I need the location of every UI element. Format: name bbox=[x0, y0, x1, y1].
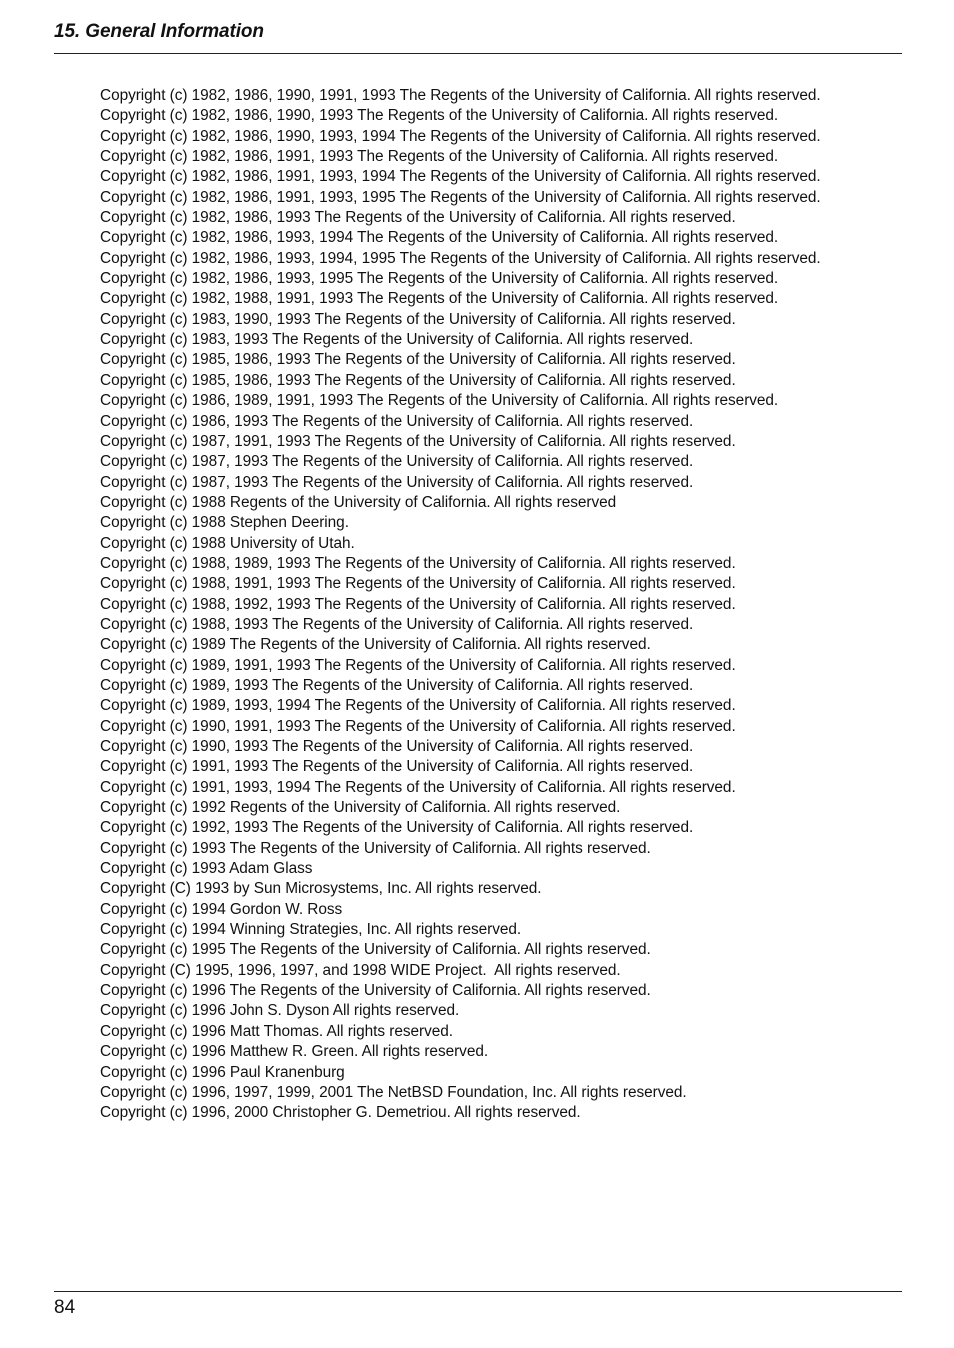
copyright-line: Copyright (c) 1990, 1993 The Regents of the University of California. All rights reserved. bbox=[100, 738, 694, 755]
page-header bbox=[54, 20, 902, 54]
copyright-line: Copyright (c) 1982, 1986, 1993 The Regents of the University of California. All rights reserved. bbox=[100, 209, 736, 227]
copyright-line: Copyright (c) 1996, 2000 Christopher G. Demetriou. All rights reserved. bbox=[100, 1104, 581, 1122]
copyright-line: Copyright (c) 1988 Stephen Deering. bbox=[100, 514, 349, 532]
copyright-line: Copyright (c) 1985, 1986, 1993 The Regents of the University of California. All rights reserved. bbox=[100, 371, 736, 389]
copyright-line: Copyright (c) 1982, 1986, 1991, 1993 The Regents of the University of California. All rights reserved. bbox=[100, 148, 779, 166]
copyright-line: Copyright (c) 1996, 1997, 1999, 2001 The NetBSD Foundation, Inc. All rights reserved. bbox=[100, 1083, 687, 1101]
copyright-line: Copyright (c) 1982, 1986, 1993, 1994 The Regents of the University of California. All rights reserved. bbox=[100, 229, 779, 247]
copyright-line: Copyright (c) 1989, 1993, 1994 The Regents of the University of California. All rights reserved. bbox=[100, 697, 736, 715]
page-footer bbox=[54, 1291, 902, 1318]
copyright-line: Copyright (c) 1992, 1993 The Regents of the University of California. All rights reserved. bbox=[100, 819, 694, 837]
copyright-line: Copyright (c) 1988 Regents of the University of California. All rights reserved bbox=[100, 493, 617, 511]
copyright-line: Copyright (c) 1988, 1989, 1993 The Regents of the University of California. All rights reserved. bbox=[100, 554, 736, 572]
copyright-line: Copyright (c) 1988, 1991, 1993 The Regents of the University of California. All rights reserved. bbox=[100, 575, 736, 593]
copyright-line: Copyright (c) 1987, 1993 The Regents of the University of California. All rights reserved. bbox=[100, 453, 694, 471]
copyright-line: Copyright (c) 1983, 1993 The Regents of the University of California. All rights reserved. bbox=[100, 331, 694, 349]
copyright-line: Copyright (c) 1982, 1986, 1993, 1995 The Regents of the University of California. All rights reserved. bbox=[100, 270, 779, 288]
copyright-line: Copyright (c) 1988, 1992, 1993 The Regents of the University of California. All rights reserved. bbox=[100, 595, 736, 613]
copyright-line: Copyright (c) 1992 Regents of the University of California. All rights reserved. bbox=[100, 799, 621, 817]
page-number: 84 bbox=[54, 1297, 76, 1318]
copyright-line: Copyright (c) 1982, 1986, 1990, 1993, 1994 The Regents of the University of California. All rights reserved. bbox=[100, 127, 821, 145]
copyright-line: Copyright (c) 1989, 1993 The Regents of the University of California. All rights reserved. bbox=[100, 676, 694, 694]
copyright-line: Copyright (c) 1996 John S. Dyson All rights reserved. bbox=[100, 1002, 460, 1020]
copyright-line: Copyright (c) 1986, 1989, 1991, 1993 The Regents of the University of California. All rights reserved. bbox=[100, 392, 779, 410]
copyright-line: Copyright (c) 1982, 1986, 1991, 1993, 1995 The Regents of the University of California. All rights reserved. bbox=[100, 188, 821, 206]
copyright-line: Copyright (c) 1996 Matthew R. Green. All rights reserved. bbox=[100, 1043, 489, 1061]
copyright-line: Copyright (c) 1993 Adam Glass bbox=[100, 860, 313, 878]
copyright-line: Copyright (c) 1989, 1991, 1993 The Regents of the University of California. All rights reserved. bbox=[100, 656, 736, 674]
copyright-line: Copyright (c) 1983, 1990, 1993 The Regents of the University of California. All rights reserved. bbox=[100, 310, 736, 328]
copyright-list bbox=[100, 86, 860, 1124]
copyright-line: Copyright (c) 1982, 1988, 1991, 1993 The Regents of the University of California. All rights reserved. bbox=[100, 290, 779, 308]
copyright-line: Copyright (c) 1982, 1986, 1991, 1993, 1994 The Regents of the University of California. All rights reserved. bbox=[100, 168, 821, 186]
copyright-line: Copyright (c) 1988 University of Utah. bbox=[100, 534, 355, 552]
copyright-line: Copyright (c) 1994 Winning Strategies, Inc. All rights reserved. bbox=[100, 921, 522, 939]
copyright-line: Copyright (C) 1995, 1996, 1997, and 1998 WIDE Project. All rights reserved. bbox=[100, 961, 621, 979]
copyright-line: Copyright (c) 1987, 1991, 1993 The Regents of the University of California. All rights reserved. bbox=[100, 432, 736, 450]
copyright-line: Copyright (c) 1982, 1986, 1990, 1993 The Regents of the University of California. All rights reserved. bbox=[100, 107, 779, 125]
copyright-line: Copyright (c) 1990, 1991, 1993 The Regents of the University of California. All rights reserved. bbox=[100, 717, 736, 735]
copyright-line: Copyright (c) 1982, 1986, 1990, 1991, 1993 The Regents of the University of California. All rights reserved. bbox=[100, 87, 821, 104]
copyright-line: Copyright (c) 1982, 1986, 1993, 1994, 1995 The Regents of the University of California. All rights reserved. bbox=[100, 249, 821, 267]
section-title: 15. General Information bbox=[54, 21, 264, 42]
copyright-line: Copyright (c) 1991, 1993 The Regents of the University of California. All rights reserved. bbox=[100, 758, 694, 776]
copyright-line: Copyright (c) 1991, 1993, 1994 The Regents of the University of California. All rights reserved. bbox=[100, 778, 736, 796]
copyright-line: Copyright (c) 1988, 1993 The Regents of the University of California. All rights reserved. bbox=[100, 615, 694, 633]
copyright-line: Copyright (c) 1994 Gordon W. Ross bbox=[100, 900, 343, 918]
copyright-line: Copyright (c) 1989 The Regents of the University of California. All rights reserved. bbox=[100, 636, 651, 654]
copyright-line: Copyright (C) 1993 by Sun Microsystems, Inc. All rights reserved. bbox=[100, 880, 542, 898]
copyright-line: Copyright (c) 1996 Paul Kranenburg bbox=[100, 1063, 345, 1081]
copyright-line: Copyright (c) 1993 The Regents of the University of California. All rights reserved. bbox=[100, 839, 651, 857]
copyright-line: Copyright (c) 1986, 1993 The Regents of the University of California. All rights reserved. bbox=[100, 412, 694, 430]
copyright-line: Copyright (c) 1996 The Regents of the University of California. All rights reserved. bbox=[100, 982, 651, 1000]
copyright-line: Copyright (c) 1996 Matt Thomas. All rights reserved. bbox=[100, 1022, 453, 1040]
copyright-line: Copyright (c) 1987, 1993 The Regents of the University of California. All rights reserved. bbox=[100, 473, 694, 491]
copyright-line: Copyright (c) 1985, 1986, 1993 The Regents of the University of California. All rights reserved. bbox=[100, 351, 736, 369]
copyright-line: Copyright (c) 1995 The Regents of the University of California. All rights reserved. bbox=[100, 941, 651, 959]
